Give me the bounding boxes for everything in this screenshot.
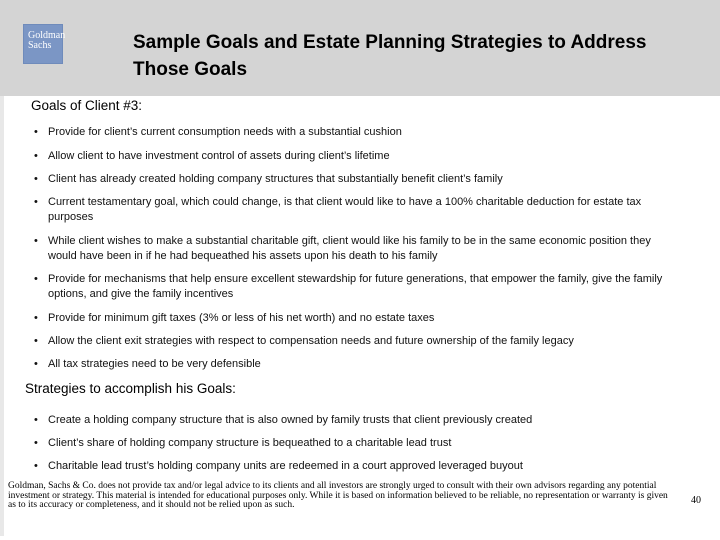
list-item-text: All tax strategies need to be very defensible (48, 358, 261, 370)
bullet-icon: • (34, 196, 38, 208)
list-item (34, 234, 674, 263)
bullet-icon: • (34, 126, 38, 138)
bullet-icon: • (34, 358, 38, 370)
list-item-text: Client has already created holding company structures that substantially benefit client’s family (48, 173, 503, 185)
page-number: 40 (691, 495, 701, 506)
bullet-icon: • (34, 460, 38, 472)
list-item (34, 311, 674, 326)
logo-line-1: Goldman (28, 30, 66, 41)
page-title: Sample Goals and Estate Planning Strategies to Address Those Goals (133, 32, 647, 80)
list-item-text: Provide for client’s current consumption needs with a substantial cushion (48, 126, 402, 138)
bullet-icon: • (34, 414, 38, 426)
bullet-icon: • (34, 312, 38, 324)
list-item (34, 195, 674, 224)
list-item (34, 459, 674, 474)
list-item (34, 149, 674, 164)
list-item-text: Current testamentary goal, which could change, is that client would like to have a 100% charitable deduction for estate tax purposes (48, 196, 642, 223)
bullet-icon: • (34, 437, 38, 449)
bullet-icon: • (34, 335, 38, 347)
list-item (34, 357, 674, 372)
disclaimer-footer: Goldman, Sachs & Co. does not provide tax and/or legal advice to its clients and all investors are strongly urged to consult with their own advisors regarding any potential investment or strategy. This material is intended for educational purposes only. While it is based on information believed to be reliable, no representation or warranty is given as to its accuracy or completeness, and it should not be relied upon as such. (8, 481, 668, 510)
list-item-text: Allow the client exit strategies with respect to compensation needs and future ownership of the family legacy (48, 335, 574, 347)
list-item-text: Client’s share of holding company structure is bequeathed to a charitable lead trust (48, 437, 452, 449)
list-item-text: Provide for mechanisms that help ensure excellent stewardship for future generations, that empower the family, give the family options, and give the family incentives (48, 273, 663, 300)
list-item (34, 334, 674, 349)
bullet-icon: • (34, 173, 38, 185)
bullet-icon: • (34, 150, 38, 162)
bullet-icon: • (34, 235, 38, 247)
strategies-heading: Strategies to accomplish his Goals: (25, 381, 236, 396)
goldman-sachs-logo (23, 24, 66, 64)
header-band (0, 0, 720, 96)
list-item-text: Create a holding company structure that is also owned by family trusts that client previously created (48, 414, 533, 426)
list-item-text: Provide for minimum gift taxes (3% or less of his net worth) and no estate taxes (48, 312, 435, 324)
list-item (34, 125, 674, 140)
list-item (34, 172, 674, 187)
goals-heading: Goals of Client #3: (31, 98, 143, 113)
list-item-text: Allow client to have investment control of assets during client’s lifetime (48, 150, 390, 162)
list-item (34, 272, 674, 301)
list-item (34, 436, 674, 451)
list-item (34, 413, 674, 428)
list-item-text: While client wishes to make a substantial charitable gift, client would like his family to be in the same economic position they would have been in if he had bequeathed his assets upon his death to his family (48, 235, 651, 262)
side-rule (0, 96, 4, 536)
bullet-icon: • (34, 273, 38, 285)
logo-line-2: Sachs (28, 40, 52, 51)
list-item-text: Charitable lead trust’s holding company units are redeemed in a court approved leveraged buyout (48, 460, 523, 472)
